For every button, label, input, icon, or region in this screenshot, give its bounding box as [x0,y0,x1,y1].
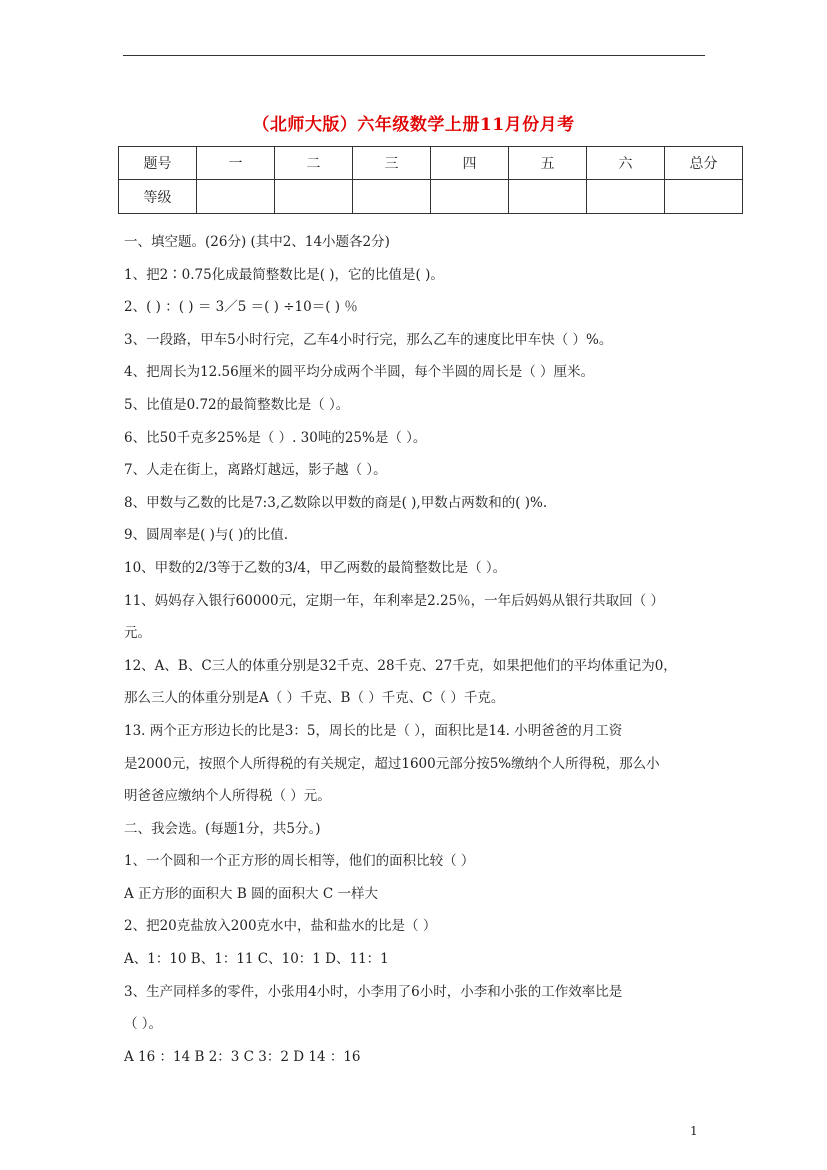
question-line: 4、把周长为12.56厘米的圆平均分成两个半圆，每个半圆的周长是（ ）厘米。 [124,364,595,381]
grade-cell[interactable] [431,180,509,214]
grade-cell[interactable] [587,180,665,214]
question-line: 1、把2∶0.75化成最简整数比是( )，它的比值是( )。 [124,266,444,283]
question-line: 明爸爸应缴纳个人所得税（ ）元。 [124,788,331,805]
header-cell: 五 [509,147,587,180]
grade-cell[interactable] [665,180,743,214]
question-line: 7、人走在街上，离路灯越远，影子越（ ）。 [124,462,387,479]
header-cell: 总分 [665,147,743,180]
question-line: 1、一个圆和一个正方形的周长相等，他们的面积比较（ ） [124,853,475,870]
question-line: 5、比值是0.72的最简整数比是（ ）。 [124,396,350,413]
header-cell: 一 [197,147,275,180]
question-line: 13. 两个正方形边长的比是3：5，周长的比是（ ），面积比是14. 小明爸爸的月工资 [124,722,623,739]
question-line: （ ）。 [124,1016,163,1033]
page-number: 1 [690,1124,698,1138]
section-heading: 一、填空题。(26分) (其中2、14小题各2分) [124,234,390,250]
grade-cell[interactable] [197,180,275,214]
question-line: 8、甲数与乙数的比是7:3,乙数除以甲数的商是( ),甲数占两数和的( )%. [124,494,548,511]
header-cell: 二 [275,147,353,180]
score-table-grade-row [119,180,743,214]
question-line: 6、比50千克多25%是（ ）. 30吨的25%是（ ）。 [124,429,427,446]
question-line: 10、甲数的2/3等于乙数的3/4，甲乙两数的最简整数比是（ ）。 [124,559,507,576]
header-cell: 四 [431,147,509,180]
question-line: 3、生产同样多的零件，小张用4小时，小李用了6小时，小李和小张的工作效率比是 [124,983,623,1000]
question-line: 2、把20克盐放入200克水中，盐和盐水的比是（ ） [124,918,437,935]
question-line: 12、A、B、C三人的体重分别是32千克、28千克、27千克，如果把他们的平均体重记为0， [124,657,677,674]
question-line: 那么三人的体重分别是A（ ）千克、B（ ）千克、C（ ）千克。 [124,690,505,707]
header-cell: 题号 [119,147,197,180]
page-title: （北师大版）六年级数学上册11月份月考 [252,115,575,135]
section-heading: 二、我会选。(每题1分，共5分。) [124,820,321,837]
grade-cell[interactable] [353,180,431,214]
score-table-header-row [119,147,743,180]
question-line: 3、一段路，甲车5小时行完，乙车4小时行完，那么乙车的速度比甲车快（ ）%。 [124,331,613,348]
question-line: 元。 [124,625,151,642]
answer-options: A 16 ：14 B 2：3 C 3：2 D 14 ：16 [124,1048,361,1065]
answer-options: A、1：10 B、1：11 C、10：1 D、11：1 [124,951,389,968]
question-line: 是2000元，按照个人所得税的有关规定，超过1600元部分按5%缴纳个人所得税，那么小 [124,755,660,772]
question-line: 9、圆周率是( )与( )的比值. [124,527,289,544]
question-line: 11、妈妈存入银行60000元，定期一年，年利率是2.25％，一年后妈妈从银行共取回（ ） [124,592,664,609]
question-line: 2、( ) ：( ) ＝ 3／5 ＝( ) ÷10＝( ) ％ [124,299,358,316]
grade-cell[interactable] [509,180,587,214]
header-cell: 三 [353,147,431,180]
answer-options: A 正方形的面积大 B 圆的面积大 C 一样大 [124,885,378,902]
score-table [118,146,743,214]
header-cell: 六 [587,147,665,180]
grade-cell: 等级 [119,180,197,214]
grade-cell[interactable] [275,180,353,214]
header-rule [123,55,705,56]
question-body [124,226,724,1073]
